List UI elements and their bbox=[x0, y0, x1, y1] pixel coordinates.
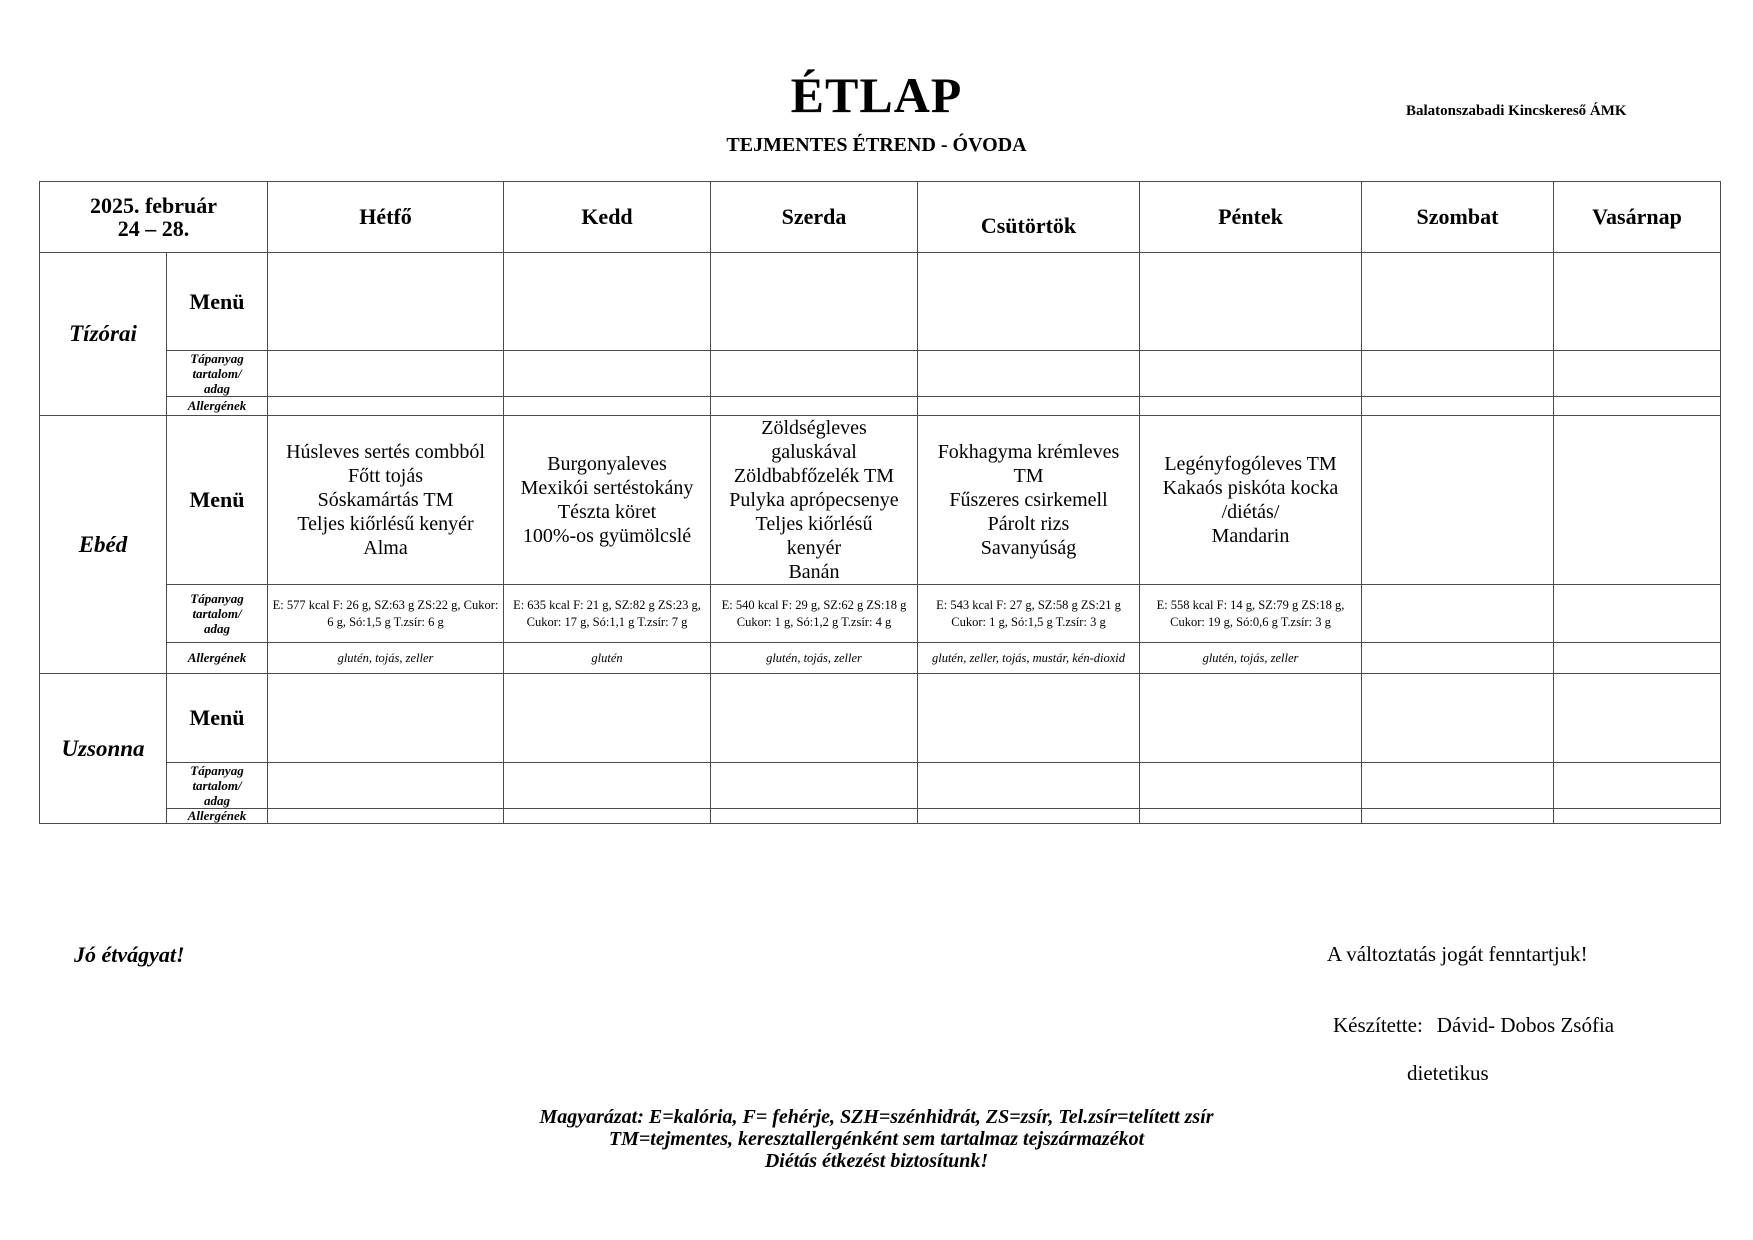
nutrition-cell-tuesday bbox=[504, 763, 711, 809]
institution-name: Balatonszabadi Kincskereső ÁMK bbox=[1406, 103, 1627, 119]
menu-cell-sunday bbox=[1554, 416, 1721, 585]
nutrition-label-line: Tápanyag bbox=[190, 591, 244, 606]
nutrition-cell-friday bbox=[1140, 351, 1362, 397]
nutrition-cell-wednesday bbox=[711, 351, 918, 397]
allergen-cell-friday bbox=[1140, 397, 1362, 416]
day-header-tuesday: Kedd bbox=[504, 182, 711, 253]
nutrition-cell-thursday: E: 543 kcal F: 27 g, SZ:58 g ZS:21 g Cukor: 1 g, Só:1,5 g T.zsír: 3 g bbox=[918, 585, 1140, 643]
allergen-cell-sunday bbox=[1554, 397, 1721, 416]
dish-line: Alma bbox=[363, 537, 408, 559]
dish-line: Húsleves sertés combból bbox=[286, 441, 485, 463]
nutrition-label-line: Tápanyag bbox=[190, 351, 244, 366]
allergen-cell-tuesday bbox=[504, 809, 711, 824]
allergen-cell-sunday bbox=[1554, 643, 1721, 674]
nutrition-cell-tuesday bbox=[504, 351, 711, 397]
nutrition-cell-monday: E: 577 kcal F: 26 g, SZ:63 g ZS:22 g, Cukor: 6 g, Só:1,5 g T.zsír: 6 g bbox=[268, 585, 504, 643]
nutrition-cell-friday bbox=[1140, 763, 1362, 809]
dish-line: Pulyka aprópecsenye bbox=[729, 489, 899, 511]
greeting-text: Jó étvágyat! bbox=[74, 942, 185, 967]
nutrition-label-line: adag bbox=[204, 381, 230, 396]
nutrition-label bbox=[167, 585, 268, 643]
menu-label: Menü bbox=[167, 674, 268, 763]
nutrition-cell-tuesday: E: 635 kcal F: 21 g, SZ:82 g ZS:23 g, Cukor: 17 g, Só:1,1 g T.zsír: 7 g bbox=[504, 585, 711, 643]
allergen-cell-thursday: glutén, zeller, tojás, mustár, kén-dioxid bbox=[918, 643, 1140, 674]
meal-rows bbox=[40, 253, 1721, 824]
day-header-monday: Hétfő bbox=[268, 182, 504, 253]
profession-text: dietetikus bbox=[1407, 1061, 1489, 1085]
menu-cell-tuesday bbox=[504, 253, 711, 351]
meal-nutrition-row bbox=[40, 351, 1721, 397]
day-header-friday: Péntek bbox=[1140, 182, 1362, 253]
menu-cell-thursday bbox=[918, 416, 1140, 585]
nutrition-cell-saturday bbox=[1362, 763, 1554, 809]
allergen-cell-monday bbox=[268, 809, 504, 824]
nutrition-label-line: tartalom/ bbox=[192, 366, 242, 381]
menu-cell-tuesday bbox=[504, 674, 711, 763]
page-subtitle: TEJMENTES ÉTREND - ÓVODA bbox=[726, 134, 1027, 156]
meal-name: Tízórai bbox=[40, 253, 167, 416]
allergen-cell-wednesday bbox=[711, 809, 918, 824]
date-line-1: 2025. február bbox=[89, 193, 218, 218]
menu-cell-sunday bbox=[1554, 674, 1721, 763]
meal-name: Uzsonna bbox=[40, 674, 167, 824]
dish-line: Fokhagyma krémleves bbox=[937, 441, 1120, 463]
menu-cell-tuesday bbox=[504, 416, 711, 585]
allergen-label: Allergének bbox=[167, 809, 268, 824]
nutrition-label-line: tartalom/ bbox=[192, 778, 242, 793]
legend-line-1: Magyarázat: E=kalória, F= fehérje, SZH=szénhidrát, ZS=zsír, Tel.zsír=telített zsír bbox=[539, 1106, 1214, 1128]
allergen-cell-saturday bbox=[1362, 809, 1554, 824]
date-range-cell bbox=[40, 182, 268, 253]
allergen-cell-monday bbox=[268, 397, 504, 416]
dish-line: Zöldbabfőzelék TM bbox=[733, 465, 895, 487]
menu-cell-thursday bbox=[918, 253, 1140, 351]
menu-cell-friday bbox=[1140, 674, 1362, 763]
menu-cell-monday bbox=[268, 253, 504, 351]
nutrition-label-line: adag bbox=[204, 793, 230, 808]
menu-cell-friday bbox=[1140, 253, 1362, 351]
allergen-label: Allergének bbox=[167, 397, 268, 416]
menu-cell-thursday bbox=[918, 674, 1140, 763]
menu-cell-friday bbox=[1140, 416, 1362, 585]
dish-line: 100%-os gyümölcslé bbox=[522, 525, 692, 547]
menu-cell-wednesday bbox=[711, 253, 918, 351]
nutrition-cell-sunday bbox=[1554, 351, 1721, 397]
allergen-cell-thursday bbox=[918, 809, 1140, 824]
page-title: ÉTLAP bbox=[790, 67, 963, 123]
header-row bbox=[40, 182, 1721, 253]
dish-line: Mexikói sertéstokány bbox=[520, 477, 694, 499]
day-header-thursday: Csütörtök bbox=[918, 182, 1140, 253]
dish-line: Sóskamártás TM bbox=[317, 489, 454, 511]
dish-line: Tészta köret bbox=[557, 501, 657, 523]
menu-cell-wednesday bbox=[711, 674, 918, 763]
allergen-cell-saturday bbox=[1362, 643, 1554, 674]
menu-cell-saturday bbox=[1362, 674, 1554, 763]
meal-menu-row bbox=[40, 416, 1721, 585]
allergen-cell-sunday bbox=[1554, 809, 1721, 824]
nutrition-label bbox=[167, 351, 268, 397]
nutrition-cell-wednesday bbox=[711, 763, 918, 809]
made-by-name: Dávid- Dobos Zsófia bbox=[1436, 1013, 1615, 1037]
allergen-cell-wednesday: glutén, tojás, zeller bbox=[711, 643, 918, 674]
allergen-cell-saturday bbox=[1362, 397, 1554, 416]
day-header-wednesday: Szerda bbox=[711, 182, 918, 253]
legend-block bbox=[0, 1106, 1753, 1172]
allergen-cell-friday bbox=[1140, 809, 1362, 824]
dish-line: Mandarin bbox=[1211, 525, 1290, 547]
menu-table bbox=[39, 181, 1721, 824]
allergen-label: Allergének bbox=[167, 643, 268, 674]
dish-line: Zöldségleves bbox=[761, 417, 867, 439]
nutrition-cell-friday: E: 558 kcal F: 14 g, SZ:79 g ZS:18 g, Cukor: 19 g, Só:0,6 g T.zsír: 3 g bbox=[1140, 585, 1362, 643]
dish-line: Fűszeres csirkemell bbox=[949, 489, 1108, 511]
day-header-sunday: Vasárnap bbox=[1554, 182, 1721, 253]
legend-line-2: TM=tejmentes, keresztallergénként sem tartalmaz tejszármazékot bbox=[608, 1128, 1145, 1150]
nutrition-cell-monday bbox=[268, 351, 504, 397]
nutrition-cell-sunday bbox=[1554, 763, 1721, 809]
nutrition-label-line: Tápanyag bbox=[190, 763, 244, 778]
nutrition-label bbox=[167, 763, 268, 809]
dish-line: TM bbox=[1013, 465, 1044, 487]
rights-notice: A változtatás jogát fenntartjuk! bbox=[1327, 942, 1588, 966]
nutrition-cell-monday bbox=[268, 763, 504, 809]
dish-line: Teljes kiőrlésű kenyér bbox=[297, 513, 474, 535]
nutrition-label-line: adag bbox=[204, 621, 230, 636]
dish-line: galuskával bbox=[771, 441, 857, 463]
meal-menu-row bbox=[40, 253, 1721, 351]
allergen-cell-monday: glutén, tojás, zeller bbox=[268, 643, 504, 674]
dish-line: Banán bbox=[788, 561, 840, 583]
menu-cell-monday bbox=[268, 674, 504, 763]
menu-cell-saturday bbox=[1362, 416, 1554, 585]
nutrition-label-line: tartalom/ bbox=[192, 606, 242, 621]
menu-cell-saturday bbox=[1362, 253, 1554, 351]
dish-line: Teljes kiőrlésű bbox=[755, 513, 873, 535]
nutrition-cell-saturday bbox=[1362, 351, 1554, 397]
dish-line: Kakaós piskóta kocka bbox=[1162, 477, 1339, 499]
meal-allergen-row bbox=[40, 809, 1721, 824]
dish-line: Legényfogóleves TM bbox=[1164, 453, 1337, 475]
dish-line: /diétás/ bbox=[1221, 501, 1280, 523]
allergen-cell-tuesday bbox=[504, 397, 711, 416]
made-by bbox=[1333, 1013, 1614, 1038]
meal-nutrition-row bbox=[40, 763, 1721, 809]
allergen-cell-tuesday: glutén bbox=[504, 643, 711, 674]
meal-name: Ebéd bbox=[40, 416, 167, 674]
meal-menu-row bbox=[40, 674, 1721, 763]
menu-cell-sunday bbox=[1554, 253, 1721, 351]
dish-line: kenyér bbox=[786, 537, 842, 559]
nutrition-cell-thursday bbox=[918, 763, 1140, 809]
meal-allergen-row bbox=[40, 397, 1721, 416]
dish-line: Burgonyaleves bbox=[547, 453, 667, 475]
legend-line-3: Diétás étkezést biztosítunk! bbox=[764, 1150, 989, 1172]
nutrition-cell-sunday bbox=[1554, 585, 1721, 643]
dish-line: Savanyúság bbox=[980, 537, 1077, 559]
made-by-label: Készítette: bbox=[1333, 1013, 1423, 1037]
menu-cell-monday bbox=[268, 416, 504, 585]
allergen-cell-thursday bbox=[918, 397, 1140, 416]
date-line-2: 24 – 28. bbox=[117, 216, 190, 241]
dish-line: Párolt rizs bbox=[987, 513, 1070, 535]
menu-cell-wednesday bbox=[711, 416, 918, 585]
allergen-cell-friday: glutén, tojás, zeller bbox=[1140, 643, 1362, 674]
allergen-cell-wednesday bbox=[711, 397, 918, 416]
dish-line: Főtt tojás bbox=[347, 465, 423, 487]
day-header-saturday: Szombat bbox=[1362, 182, 1554, 253]
menu-label: Menü bbox=[167, 253, 268, 351]
meal-allergen-row bbox=[40, 643, 1721, 674]
menu-label: Menü bbox=[167, 416, 268, 585]
meal-nutrition-row bbox=[40, 585, 1721, 643]
nutrition-cell-wednesday: E: 540 kcal F: 29 g, SZ:62 g ZS:18 g Cukor: 1 g, Só:1,2 g T.zsír: 4 g bbox=[711, 585, 918, 643]
nutrition-cell-saturday bbox=[1362, 585, 1554, 643]
nutrition-cell-thursday bbox=[918, 351, 1140, 397]
